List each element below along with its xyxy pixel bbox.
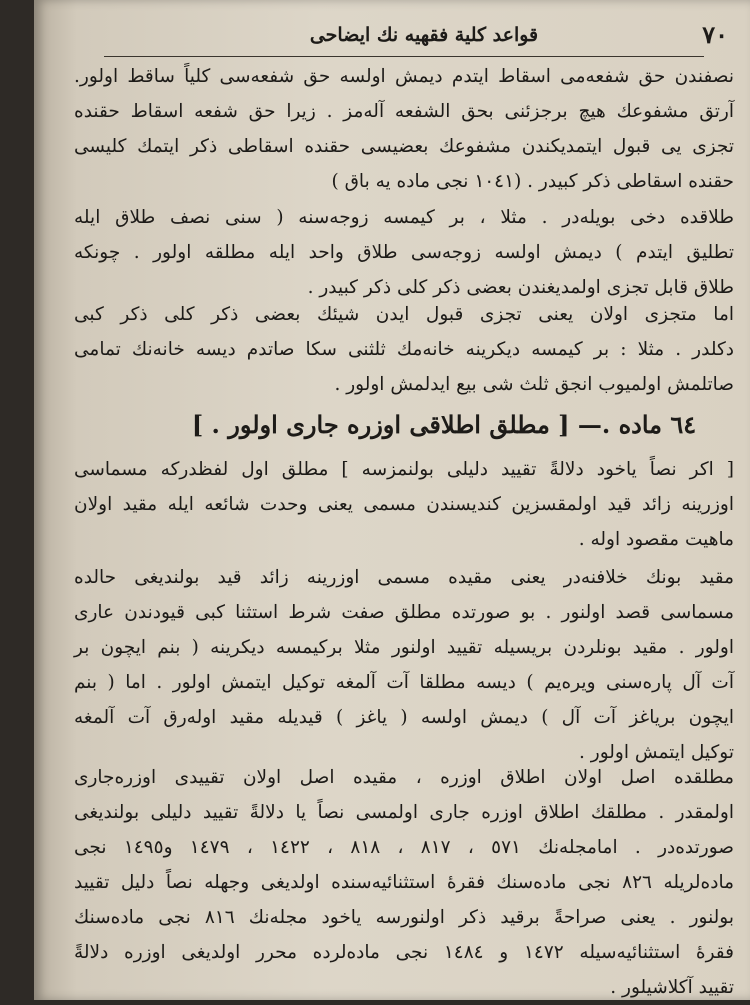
text-line: حقنده اسقاطى ذكر كبيدر . (١٠٤١ نجى ماده يه باق ) (331, 171, 734, 192)
text-line: ماهيت مقصود اوله . (578, 529, 734, 550)
article-heading: ٦٤ ماده .— [ مطلق اطلاقى اوزره جارى اولور . ] (191, 410, 697, 439)
text-line: طلاقده دخى بويله‌در . مثلا ، بر كيمسه زوجه‌سنه ( سنى نصف طلاق ايله (74, 207, 734, 228)
paragraph-1 (74, 59, 734, 199)
text-line: اما متجزى اولان يعنى تجزى قبول ايدن شيئك بعضى ذكر كلى ذكر كبى (74, 304, 734, 325)
text-line: طلاق قابل تجزى اولمديغندن بعضى ذكر كلى ذكر كبيدر . (307, 277, 734, 298)
paragraph-6 (74, 760, 734, 1005)
text-line: [ اكر نصاً ياخود دلالةً تقييد دليلى بولنمزسه ] مطلق اول لفظدركه مسماسى (74, 459, 734, 480)
text-line: بولنور . يعنى صراحةً برقيد ذكر اولنورسه ياخود مجله‌نك ٨١٦ نجى ماده‌سنك (74, 907, 734, 928)
text-line: فقرۀ استثنائيه‌سيله ١٤٧٢ و ١٤٨٤ نجى ماده‌لرده محرر اولديغى اوزره دلالةً (74, 942, 735, 963)
text-line: اوزرينه زائد قيد اولمقسزين كنديسندن مسمى يعنى وحدت شائعه ايله مقيد اولان (74, 494, 734, 515)
text-line: اولور . مقيد بونلردن بريسيله تقييد اولنور مثلا بركيمسه ديكرينه ( بنم ايچون بر (74, 637, 734, 658)
page-number: ٧٠ (702, 20, 728, 49)
text-line: ماده‌لريله ٨٢٦ نجى ماده‌سنك فقرۀ استثنائيه‌سنده اولديغى وجهله نصاً دليل تقييد (74, 872, 734, 893)
header-rule (104, 56, 704, 57)
paragraph-3 (74, 297, 734, 402)
text-line: اولمقدر . مطلقك اطلاق اوزره جارى اولمسى نصاً يا دلالةً تقييد دليلى بولنديغى (74, 802, 734, 823)
running-title: قواعد كلية فقهيه نك ايضاحى (309, 24, 539, 46)
text-line: دكلدر . مثلا : بر كيمسه ديكرينه خانه‌مك ثلثنى سكا صاتدم ديسه خانه‌نك تمامى (74, 339, 734, 360)
paragraph-2 (74, 200, 734, 305)
text-line: توكيل ايتمش اولور . (579, 742, 734, 763)
paragraph-4 (74, 452, 734, 557)
page-header (94, 20, 734, 56)
text-line: تطليق ايتدم ) ديمش اولسه زوجه‌سى طلاق واحد ايله مطلقه اولور . چونكه (74, 242, 734, 263)
text-line: ايچون برياغز آت آل ) ديمش اولسه ( ياغز ) قيديله مقيد اوله‌رق آت آلمغه (74, 707, 734, 728)
text-line: آرتق مشفوعك هيچ برجزئنى بحق الشفعه آله‌مز . زيرا حق شفعه اسقاط حقنده (74, 101, 734, 122)
text-line: نصفندن حق شفعه‌مى اسقاط ايتدم ديمش اولسه حق شفعه‌سى كلياً ساقط اولور. (74, 66, 734, 87)
text-line: صاتلمش اولميوب انجق ثلث شى بيع ايدلمش اولور . (334, 374, 734, 395)
text-line: تجزى يى قبول ايتمديكندن مشفوعك بعضيسى حقنده اسقاطى ذكر ايتمك كليسى (74, 136, 734, 157)
text-line: مطلقده اصل اولان اطلاق اوزره ، مقيده اصل اولان تقييدى اوزره‌جارى (74, 767, 734, 788)
text-line: صورتده‌در . امامجله‌نك ٥٧١ ، ٨١٧ ، ٨١٨ ، ١٤٢٢ ، ١٤٧٩ و١٤٩٥ نجى (74, 837, 734, 858)
text-line: آت آل پاره‌سنى ويره‌يم ) ديسه مطلقا آت آلمغه توكيل ايتمش اولور . اما ( بنم (74, 672, 734, 693)
text-line: مقيد بونك خلافنه‌در يعنى مقيده مسمى اوزرينه زائد قيد بولنديغى حالده (74, 567, 734, 588)
paragraph-5 (74, 560, 734, 770)
text-line: تقييد آكلاشيلور . (610, 977, 734, 998)
text-line: مسماسى قصد اولنور . بو صورتده مطلق صفت شرط استثنا كبى قيودندن عارى (74, 602, 734, 623)
book-page (34, 0, 750, 1000)
